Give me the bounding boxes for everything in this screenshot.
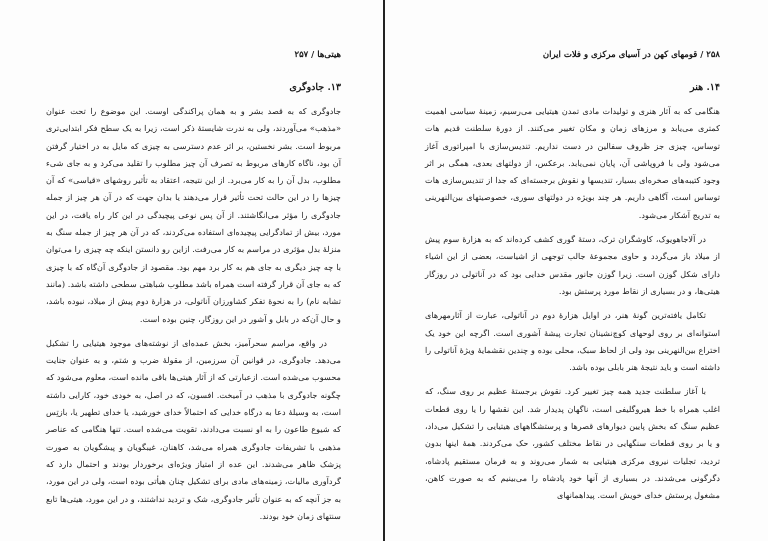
section-heading: ۱۳. جادوگری bbox=[289, 82, 341, 93]
paragraph: در واقع، مراسم سحرآمیز، بخش عمده‌ای از نوشته‌های موجود هیتیایی را تشکیل می‌دهد. جادوگری، در قوانین آن سرزمین، از مقولهٔ ضرب و شتم، و به عنوان جنایت محسوب می‌شده است. ازعبارتی که از آثار هیتی‌ها باقی مانده است، معلوم می‌شود که چگونه جادوگری با مذهب در آمیخت. افسون، که در اصل، به خودی خود، کارایی داشته است، به وسیلهٔ دعا به درگاه خدایی که احتمالاً خدای خورشید، یا خدای تطهیر یا، بازتِس که شیوع طاعون را به او نسبت می‌دادند، تقویت می‌شده است. تنها هنگامی که عناصر مذهبی با تشریفات جادوگری همراه می‌شد، کاهنان، غیبگویان و پیشگویان به صورت پزشک ظاهر می‌شدند. این عده از امتیاز ویژه‌ای برخوردار بودند و احتمال دارد که گردآوری مالیات، زمینه‌های مادی برای تشکیل چنان هیأتی بوده است، ولی در این مورد، به جز آنچه که به عنوان تأثیر جادوگری، شک و تردید نداشتند، و در این مورد، هیتی‌ها تابع سنتهای زمان خود بودند. bbox=[46, 337, 341, 521]
body-text bbox=[425, 103, 720, 512]
paragraph: هنگامی که به آثار هنری و تولیدات مادی تمدن هیتیایی می‌رسیم، زمینهٔ سیاسی اهمیت کمتری می‌یابد و مرزهای زمان و مکان تغییر می‌کنند. از دورهٔ سلطنت قدیم هات توساس، چیزی جز ظروف سفالین در دست نداریم. تندیس‌سازی با امپراتوری آغاز می‌شود ولی با فروپاشی آن، پایان نمی‌یابد. برعکس، از دولتهای بعدی، همگی بر اثر وجود کتیبه‌های صخره‌ای بسیار، تندیسها و نقوش برجسته‌ای که جدا از تندیس‌سازی هات توساس است، آگاهی داریم. هر چند بویژه در دولتهای سوری، خصوصیتهای بین‌النهرینی به تدریج آشکار می‌شود. bbox=[425, 106, 720, 220]
left-page bbox=[0, 0, 383, 541]
paragraph: تکامل یافته‌ترین گونهٔ هنر، در اوایل هزارهٔ دوم در آناتولی، عبارت از آثارمهرهای استوانه‌ای بر روی لوحهای کوچ‌نشینان تجارت پیشهٔ آشوری است. اگرچه این خود یک اختراع بین‌النهرینی بود ولی از لحاظ سبک، محلی بوده و چندین نقشمایهٔ ویژهٔ آناتولی را داشته است و باید نتیجهٔ هنر بابلی بوده باشد. bbox=[425, 310, 720, 373]
page-header bbox=[30, 50, 341, 60]
right-page bbox=[385, 0, 768, 541]
paragraph: جادوگری که به قصد بشر و به همان پراکندگی اوست. این موضوع را تحت عنوان «مذهب» می‌آوردند، ولی به ندرت شایستهٔ ذکر است، زیرا به یک سطح فکر ابتدایی‌تری مربوط است. بشر نخستین، بر اثر عدم دسترسی به چیزی که مایل به در اختیار گرفتن آن بود، ناگاه کارهای مربوط به تصرف آن چیز مطلوب را تقلید می‌کرد و به جای شیء مطلوب، بدل آن را به کار می‌برد. از این نتیجه، اعتقاد به تأثیر روشهای «قیاسی» که آن چیزها را در این حالت تحت تأثیر قرار می‌دهند یا بدان جهت که در آن هر چیز از جمله جادوگری را مؤثر می‌انگاشتند. از آن پس نوعی پیچیدگی در این کار راه یافت، در این مورد، بیش از تمادگرایی پیچیده‌ای استفاده می‌کردند، که در آن هر چیز از جمله سنگ به منزلهٔ بدل مؤثری در مراسم به کار می‌رفت. ازاین رو دانستن اینکه چه چیزی را می‌توان با چه چیز دیگری به جای هم به کار برد مهم بود. مقصود از جادوگری آن‌گاه که با چیزی که به جای آن قرار گرفته است همراه باشد مطلوب شباهتی سطحی داشته باشد. (مانند تشابه نام) را به نحوهٔ تفکر کشاورزان آناتولی، در هزارهٔ دوم پیش از میلاد، نبوده باشد، و حال آن‌که در بابل و آشور در این روزگار، چنین بوده است. bbox=[46, 106, 341, 324]
paragraph: با آغاز سلطنت جدید همه چیز تغییر کرد. نقوش برجستهٔ عظیم بر روی سنگ، که اغلب همراه با خط هیروگلیفی است، ناگهان پدیدار شد. این نقشها را یا روی قطعات عظیم سنگ که بخش پایین دیوارهای قصرها و پرستشگاههای هیتیایی را تشکیل می‌داد، و یا بر روی قطعات سنگهایی در نقاط مختلف کشور، حک می‌کردند. همهٔ اینها بدون تردید، تجلیات نیروی مرکزی هیتیایی به شمار می‌روند و به فرمان مستقیم پادشاه، دگرگونی می‌شدند. در بسیاری از آنها خود پادشاه را می‌بینیم که به صورت کاهن، مشغول پرستش خدای خویش است. پیداهمانهای bbox=[425, 386, 720, 501]
running-header-with-page-number: ۲۵۸ / قومهای کهن در آسیای مرکزی و فلات ایران bbox=[542, 50, 720, 60]
running-header-with-page-number: هیتی‌ها / ۲۵۷ bbox=[294, 50, 341, 60]
body-text bbox=[46, 103, 341, 532]
paragraph: در آلاجاهویوک، کاوشگران ترک، دستهٔ گوری کشف کرده‌اند که به هزارهٔ سوم پیش از میلاد باز می‌گردد و حاوی مجموعهٔ جالب توجهی از اشیاست، بعضی از این اشیاء دارای شکل گوزن است. زیرا گوزن جانور مقدس خدایی بود که در آناتولی در روزگار هیتی‌ها، و در بسیاری از نقاط مورد پرستش بود. bbox=[425, 234, 720, 296]
section-heading: ۱۴. هنر bbox=[690, 82, 720, 93]
page-header bbox=[425, 50, 720, 60]
